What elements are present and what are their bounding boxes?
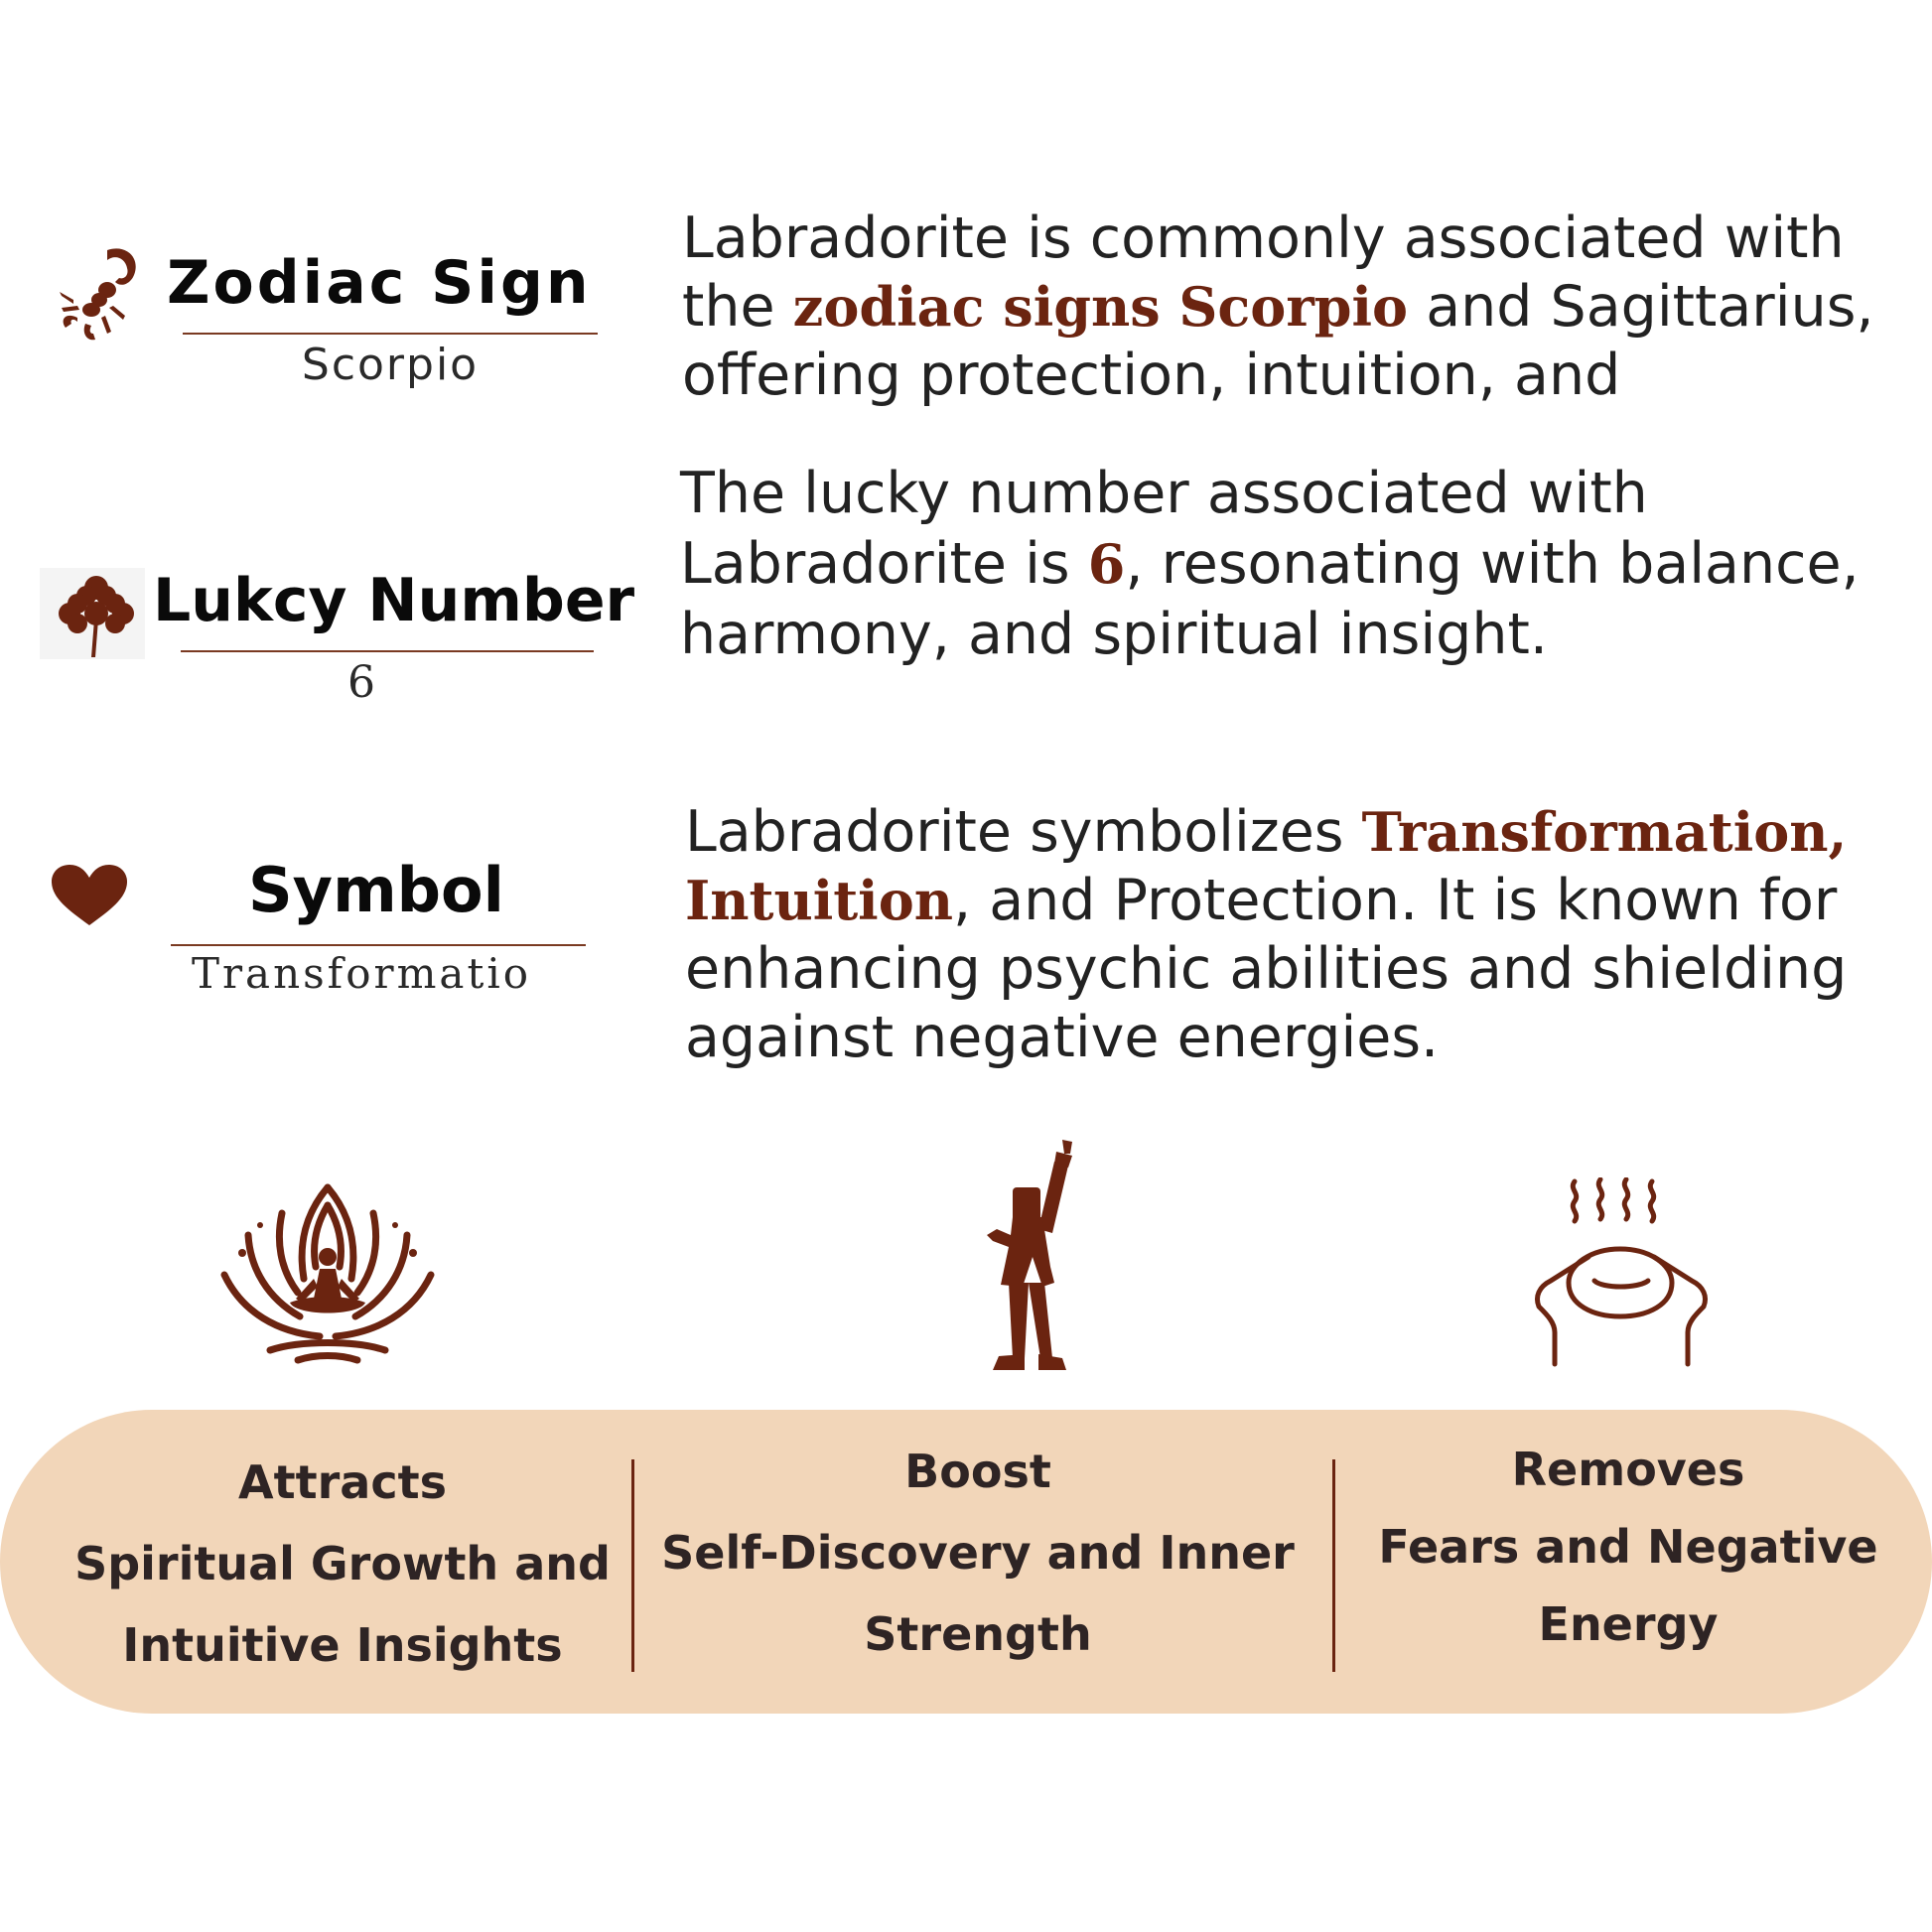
benefit-heading: Boost (904, 1445, 1051, 1498)
lucky-number-description (680, 459, 1911, 670)
zodiac-sign-title: Zodiac Sign (167, 248, 592, 318)
description-highlight: Transformation, Intuition (685, 800, 1848, 932)
symbol-value: Transformatio (191, 949, 532, 998)
benefit-heading: Attracts (238, 1455, 447, 1509)
zodiac-sign-rule (183, 333, 598, 335)
benefit-boost (655, 1431, 1301, 1675)
zodiac-sign-description (682, 205, 1913, 410)
benefit-line: Intuitive Insights (122, 1618, 563, 1672)
lucky-number-title: Lukcy Number (153, 566, 635, 635)
symbol-rule (171, 944, 586, 946)
head-relief-icon (1533, 1177, 1710, 1372)
description-text: , resonating with balance, harmony, and spiritual insight. (680, 531, 1860, 667)
symbol-title: Symbol (248, 854, 504, 926)
benefit-removes (1360, 1431, 1896, 1663)
description-text: , and Protection. It is known for enhancing psychic abilities and shielding against negative energies. (685, 868, 1848, 1070)
description-text: Labradorite symbolizes (685, 799, 1362, 865)
description-highlight: 6 (1087, 532, 1126, 596)
description-text: and Sagittarius, offering protection, intuition, and (682, 274, 1874, 408)
benefit-attracts (50, 1442, 635, 1686)
scorpion-icon (56, 242, 143, 345)
clover-icon (54, 574, 139, 657)
benefit-divider (631, 1459, 634, 1672)
benefit-divider (1332, 1459, 1335, 1672)
lucky-number-value: 6 (347, 657, 375, 708)
benefit-line: Fears and Negative (1378, 1520, 1878, 1574)
benefit-line: Energy (1538, 1597, 1719, 1651)
description-text: The lucky number associated with Labradorite is (680, 461, 1648, 597)
lucky-number-rule (181, 650, 594, 652)
benefit-line: Spiritual Growth and (74, 1537, 611, 1590)
benefit-line: Strength (864, 1607, 1092, 1661)
benefit-heading: Removes (1511, 1443, 1745, 1496)
description-text: Labradorite is commonly associated with the (682, 206, 1845, 340)
raised-fist-person-icon (973, 1138, 1076, 1374)
benefit-line: Self-Discovery and Inner (661, 1526, 1295, 1580)
lotus-meditation-icon (220, 1183, 435, 1368)
zodiac-sign-value: Scorpio (301, 340, 480, 390)
symbol-description (685, 798, 1916, 1072)
description-highlight: zodiac signs Scorpio (792, 275, 1409, 339)
heart-icon (50, 864, 129, 927)
